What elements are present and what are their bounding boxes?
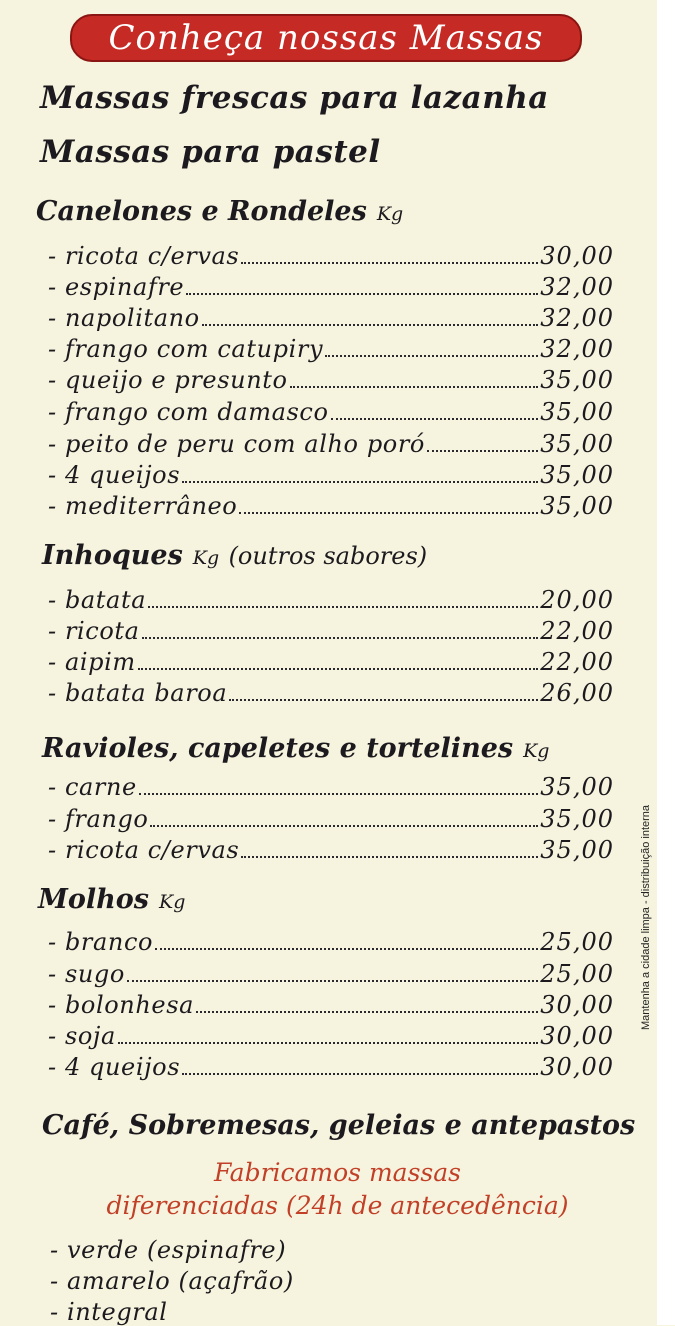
unit-label: Kg: [523, 740, 550, 762]
unit-label: Kg: [376, 203, 404, 225]
menu-item-row: [48, 958, 614, 988]
extras-title: Café, Sobremesas, geleias e antepastos: [42, 1110, 636, 1141]
menu-item-row: [48, 459, 614, 489]
dot-leader: [155, 947, 538, 950]
dot-leader: [127, 979, 538, 982]
item-price: 35,00: [540, 805, 614, 833]
menu-item-row: [48, 240, 614, 270]
item-name: - soja: [48, 1022, 116, 1050]
section-name: Ravioles, capeletes e tortelines: [42, 733, 514, 764]
item-price: 32,00: [540, 273, 614, 301]
dot-leader: [118, 1041, 538, 1044]
dot-leader: [182, 1072, 538, 1075]
item-name: - aipim: [48, 648, 136, 676]
item-name: - queijo e presunto: [48, 366, 288, 394]
dot-leader: [241, 261, 538, 264]
section-name: Molhos: [38, 884, 149, 915]
item-price: 35,00: [540, 492, 614, 520]
item-name: - batata: [48, 586, 147, 614]
dot-leader: [138, 667, 539, 670]
item-price: 35,00: [540, 836, 614, 864]
unit-label: Kg: [192, 547, 220, 569]
menu-item-row: [48, 333, 614, 363]
item-price: 32,00: [540, 304, 614, 332]
menu-item-row: [48, 926, 614, 956]
menu-item-row: [48, 771, 614, 801]
menu-item-row: [48, 584, 614, 614]
item-price: 20,00: [540, 586, 614, 614]
item-price: 22,00: [540, 617, 614, 645]
item-price: 35,00: [540, 461, 614, 489]
item-name: - carne: [48, 773, 137, 801]
item-price: 35,00: [540, 430, 614, 458]
section-name: Inhoques: [42, 540, 183, 571]
item-name: - espinafre: [48, 273, 185, 301]
menu-item-row: [48, 364, 614, 394]
dot-leader: [139, 792, 538, 795]
item-price: 30,00: [540, 991, 614, 1019]
special-item: - verde (espinafre): [50, 1236, 287, 1264]
item-name: - frango com damasco: [48, 398, 329, 426]
page-edge: [657, 0, 675, 1325]
item-price: 26,00: [540, 679, 614, 707]
dot-leader: [239, 511, 538, 514]
item-name: - 4 queijos: [48, 1053, 181, 1081]
item-name: - ricota: [48, 617, 140, 645]
item-name: - batata baroa: [48, 679, 228, 707]
dot-leader: [325, 354, 538, 357]
section-name: Canelones e Rondeles: [36, 196, 367, 227]
item-name: - 4 queijos: [48, 461, 181, 489]
item-price: 30,00: [540, 1053, 614, 1081]
menu-item-row: [48, 615, 614, 645]
item-price: 30,00: [540, 242, 614, 270]
item-price: 35,00: [540, 398, 614, 426]
menu-item-row: [48, 803, 614, 833]
menu-item-row: [48, 271, 614, 301]
dot-leader: [202, 323, 539, 326]
item-price: 22,00: [540, 648, 614, 676]
dot-leader: [186, 292, 538, 295]
menu-item-row: [48, 490, 614, 520]
menu-item-row: [48, 1020, 614, 1050]
section-title: [36, 196, 403, 227]
item-name: - frango: [48, 805, 149, 833]
dot-leader: [290, 385, 539, 388]
section-title: [42, 540, 427, 571]
header-line-lasagna: Massas frescas para lazanha: [40, 80, 549, 116]
special-item: - integral: [50, 1298, 168, 1326]
item-name: - mediterrâneo: [48, 492, 238, 520]
dot-leader: [229, 698, 538, 701]
item-name: - peito de peru com alho poró: [48, 430, 425, 458]
menu-item-row: [48, 428, 614, 458]
dot-leader: [182, 480, 538, 483]
item-price: 25,00: [540, 960, 614, 988]
dot-leader: [196, 1010, 538, 1013]
section-title: [42, 733, 549, 764]
unit-label: Kg: [159, 891, 186, 913]
section-subtitle: (outros sabores): [228, 542, 428, 570]
item-price: 32,00: [540, 335, 614, 363]
dot-leader: [241, 855, 538, 858]
special-line-1: Fabricamos massas: [214, 1158, 461, 1187]
menu-item-row: [48, 646, 614, 676]
menu-item-row: [48, 677, 614, 707]
item-price: 35,00: [540, 366, 614, 394]
menu-item-row: [48, 1051, 614, 1081]
item-price: 30,00: [540, 1022, 614, 1050]
item-price: 25,00: [540, 928, 614, 956]
dot-leader: [427, 449, 538, 452]
dot-leader: [331, 417, 539, 420]
menu-item-row: [48, 396, 614, 426]
menu-banner: Conheça nossas Massas: [70, 14, 582, 62]
dot-leader: [150, 824, 538, 827]
item-name: - ricota c/ervas: [48, 836, 240, 864]
item-name: - sugo: [48, 960, 125, 988]
side-note: Mantenha a cidade limpa - distribuição interna: [640, 804, 652, 1030]
item-name: - branco: [48, 928, 154, 956]
item-name: - napolitano: [48, 304, 200, 332]
menu-item-row: [48, 302, 614, 332]
header-line-pastel: Massas para pastel: [40, 134, 381, 170]
item-name: - frango com catupiry: [48, 335, 324, 363]
menu-item-row: [48, 989, 614, 1019]
item-price: 35,00: [540, 773, 614, 801]
dot-leader: [142, 636, 539, 639]
special-item: - amarelo (açafrão): [50, 1267, 294, 1295]
special-line-2: diferenciadas (24h de antecedência): [106, 1191, 569, 1220]
dot-leader: [148, 605, 538, 608]
section-title: [38, 884, 185, 915]
item-name: - ricota c/ervas: [48, 242, 240, 270]
menu-item-row: [48, 834, 614, 864]
item-name: - bolonhesa: [48, 991, 195, 1019]
